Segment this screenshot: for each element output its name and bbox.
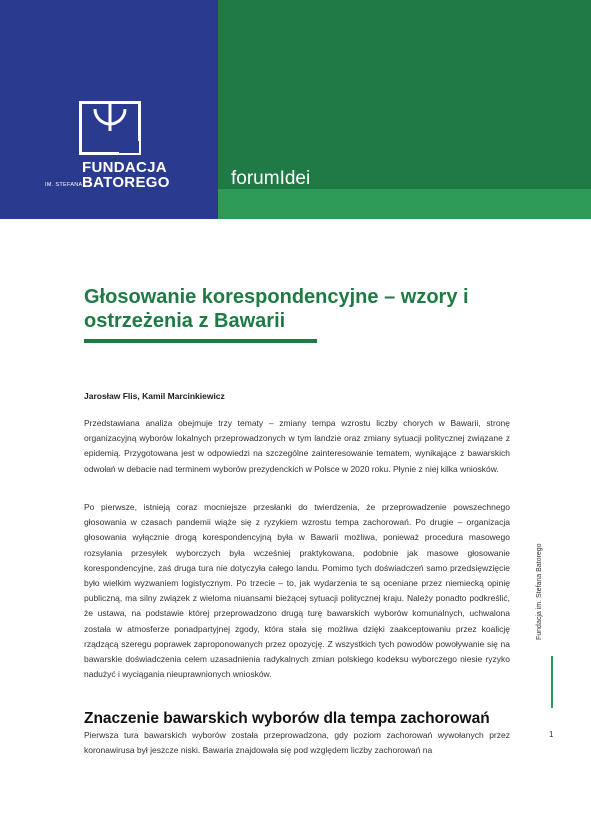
foundation-logo-icon	[79, 101, 141, 155]
article-authors: Jarosław Flis, Kamil Marcinkiewicz	[84, 391, 225, 401]
org-name-line2: BATOREGO	[82, 174, 170, 191]
org-name-prefix: IM. STEFANA	[45, 182, 83, 188]
org-name-line1: FUNDACJA	[82, 159, 167, 176]
paragraph-intro: Przedstawiana analiza obejmuje trzy tematy – zmiany tempa wzrostu liczby chorych w Bawarii, stronę organizacyjną wyborów lokalnych przeprowadzonych w tym landzie oraz zmiany sytuacji politycznej związane z epidemią. Przygotowana jest w odpowiedzi na szczególne zainteresowanie tematem, wynikające z bawarskich odwołań w debacie nad terminem wyborów prezydenckich w Polsce w 2020 roku. Płynie z niej kilka wniosków.	[84, 418, 510, 474]
sidebar-rule	[551, 656, 553, 708]
paragraph-conclusions: Po pierwsze, istnieją coraz mocniejsze przesłanki do twierdzenia, że przeprowadzenie powszechnego głosowania w czasach pandemii wiąże się z ryzykiem wzrostu tempa zachorowań. Po drugie – organizacja głosowania wyłącznie drogą korespondencyjną była w Bawarii możliwa, ponieważ procedura masowego rozsyłania przesyłek wyborczych była wcześniej praktykowana, podobnie jak masowe głosowanie korespondencyjne, zaś druga tura nie dotyczyła całego landu. Pomimo tych doświadczeń samo przedsięwzięcie było wielkim wyzwaniem logistycznym. Po trzecie – to, jak wydarzenia te są oceniane przez niemiecką opinię publiczną, ma silny związek z wieloma niuansami bieżącej sytuacji politycznej kraju. Należy ponadto podkreślić, że ustawa, na podstawie której przeprowadzono drugą turę bawarskich wyborów komunalnych, uchwalona została w atmosferze ponadpartyjnej zgody, która stała się możliwa dzięki zaakceptowaniu przez koalicję rządzącą szeregu poprawek zaproponowanych przez opozycję. Z wszystkich tych powodów powoływanie się na bawarskie doświadczenia celem uzasadnienia radykalnych zmian polskiego kodeksu wyborczego niesie ryzyko nadużyć i wyciągania nieuprawnionych wniosków.	[84, 502, 510, 680]
header-green-stripe	[218, 189, 591, 219]
article-title: Głosowanie korespondencyjne – wzory i ostrzeżenia z Bawarii	[84, 286, 469, 332]
title-underline	[84, 339, 317, 343]
page-number: 1	[549, 730, 554, 739]
section-heading: Znaczenie bawarskich wyborów dla tempa zachorowań	[84, 710, 490, 727]
header-green-panel	[218, 0, 591, 189]
sidebar-label: Fundacja im. Stefana Batorego	[536, 543, 543, 640]
paragraph-section: Pierwsza tura bawarskich wyborów została przeprowadzona, gdy poziom zachorowań wywołanych przez koronawirusa był jeszcze niski. Bawaria znajdowała się pod względem liczby zachorowań na	[84, 730, 510, 756]
series-name: forumIdei	[231, 168, 311, 189]
